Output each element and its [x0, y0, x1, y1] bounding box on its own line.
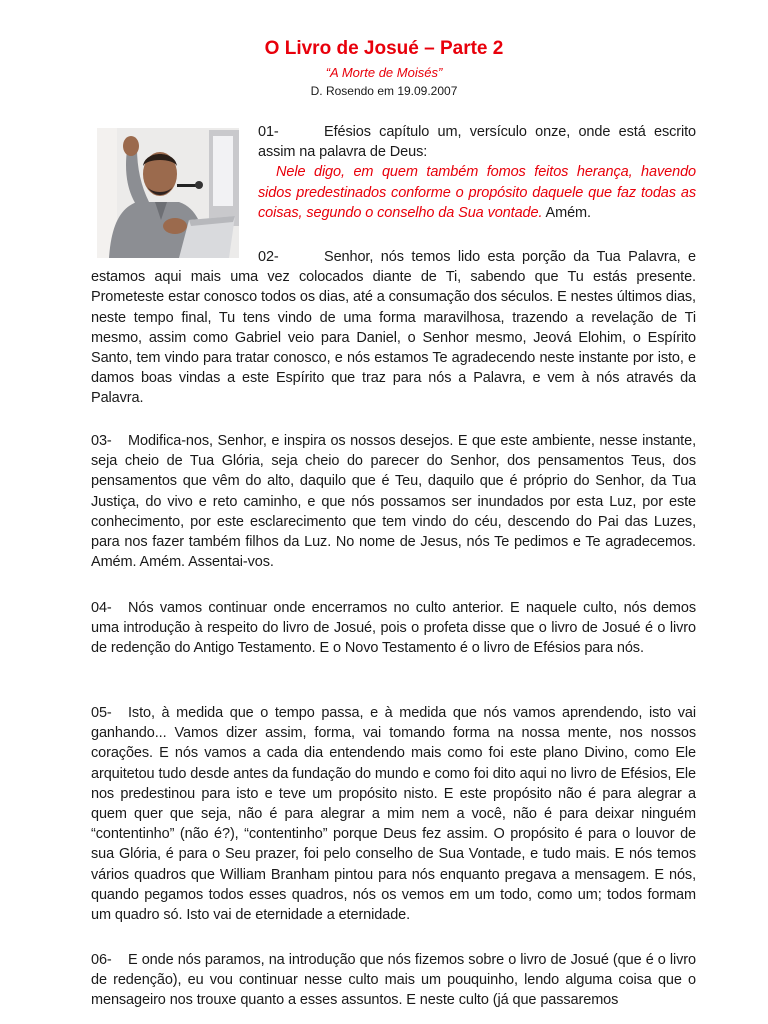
document-title: O Livro de Josué – Parte 2 [264, 38, 504, 59]
preacher-photo [97, 128, 239, 258]
paragraph-04 [91, 598, 696, 659]
scripture-quote-text: Nele digo, em quem também fomos feitos herança, havendo sidos predestinados conforme o propósito daquele que faz todas as coisas, segundo o conselho da Sua vontade. [258, 164, 696, 221]
paragraph-text: E onde nós paramos, na introdução que nós fizemos sobre o livro de Josué (que é o livro de redenção), eu vou continuar nesse culto mais um pouquinho, lendo alguma coisa que o mensageiro nos trouxe quanto a esses assuntos. E neste culto (já que passaremos [91, 952, 696, 1009]
paragraph-text: Modifica-nos, Senhor, e inspira os nossos desejos. E que este ambiente, nesse instante, seja cheio de Tua Glória, seja cheio do parecer do Senhor, dos pensamentos Teus, dos pensamentos que vêm do alto, daquilo que é Teu, daquilo que é próprio do Senhor, da Tua Justiça, do vivo e reto caminho, e que nós possamos ser inundados por esta Luz, por este conhecimento, por este esclarecimento que tem vindo do céu, descendo do Pai das Luzes, para nos fazer também filhos da Luz. No nome de Jesus, nós Te pedimos e Te agradecemos. Amém. Amém. Assentai-vos. [91, 433, 696, 571]
document-byline: D. Rosendo em 19.09.2007 [310, 84, 458, 98]
paragraph-number: 01- [258, 124, 279, 140]
paragraph-01 [258, 122, 696, 223]
paragraph-05 [91, 703, 696, 925]
paragraph-number: 02- [258, 249, 279, 265]
paragraph-03 [91, 431, 696, 572]
paragraph-text: Senhor, nós temos lido esta porção da Tua Palavra, e estamos aqui mais uma vez colocados diante de Ti, sabendo que Tu estás presente. Prometeste estar conosco todos os dias, até a consumação dos séculos. E nestes últimos dias, neste tempo final, Tu tens vindo de uma forma maravilhosa, trazendo a revelação de Ti mesmo, assim como Gabriel veio para Daniel, o Senhor mesmo, Jeová Elohim, o Espírito Santo, tem vindo para tratar conosco, e nós estamos Te agradecendo neste instante por isto, e damos boas vindas a este Espírito que traz para nós a Palavra, e vem à nós através da Palavra. [91, 249, 696, 407]
document-subtitle: “A Morte de Moisés” [325, 65, 443, 80]
paragraph-number: 03- [91, 433, 112, 449]
scripture-quote [258, 162, 696, 223]
paragraph-02 [91, 247, 696, 409]
paragraph-number: 05- [91, 705, 112, 721]
quote-amen: Amém. [542, 204, 591, 221]
preacher-photo-icon [97, 128, 239, 258]
paragraph-number: 04- [91, 600, 112, 616]
paragraph-text: Isto, à medida que o tempo passa, e à medida que nós vamos aprendendo, isto vai ganhando... Vamos dizer assim, forma, vai tomando forma na nossa mente, nos nossos corações. E nós vamos a cada dia entendendo mais como foi este plano Divino, como Ele arquitetou tudo desde antes da fundação do mundo e como foi dito aqui no livro de Efésios, Ele nos predestinou para isto e teve um propósito nisto. E este propósito não é para alegrar a quem quer que seja, não é para alegrar a mim nem a você, não é para deixar ninguém “contentinho” (não é?), “contentinho” porque Deus fez assim. O propósito é para o louvor de sua Glória, é para o Seu prazer, foi pelo conselho de Sua Vontade, e tudo mais. E nós temos vários quadros que William Branham pintou para nós enquanto pregava a mensagem. E nós, quando pegamos todos esses quadros, nós os vemos em um todo, como um; todos formam um quadro só. Isto vai de eternidade a eternidade. [91, 705, 696, 924]
paragraph-06 [91, 950, 696, 1011]
paragraph-text: Efésios capítulo um, versículo onze, onde está escrito assim na palavra de Deus: [258, 124, 696, 161]
paragraph-number: 06- [91, 952, 112, 968]
paragraph-text: Nós vamos continuar onde encerramos no culto anterior. E naquele culto, nós demos uma introdução à respeito do livro de Josué, pois o profeta disse que o livro de Josué é o livro de redenção do Antigo Testamento. E o Novo Testamento é o livro de Efésios para nós. [91, 600, 696, 657]
